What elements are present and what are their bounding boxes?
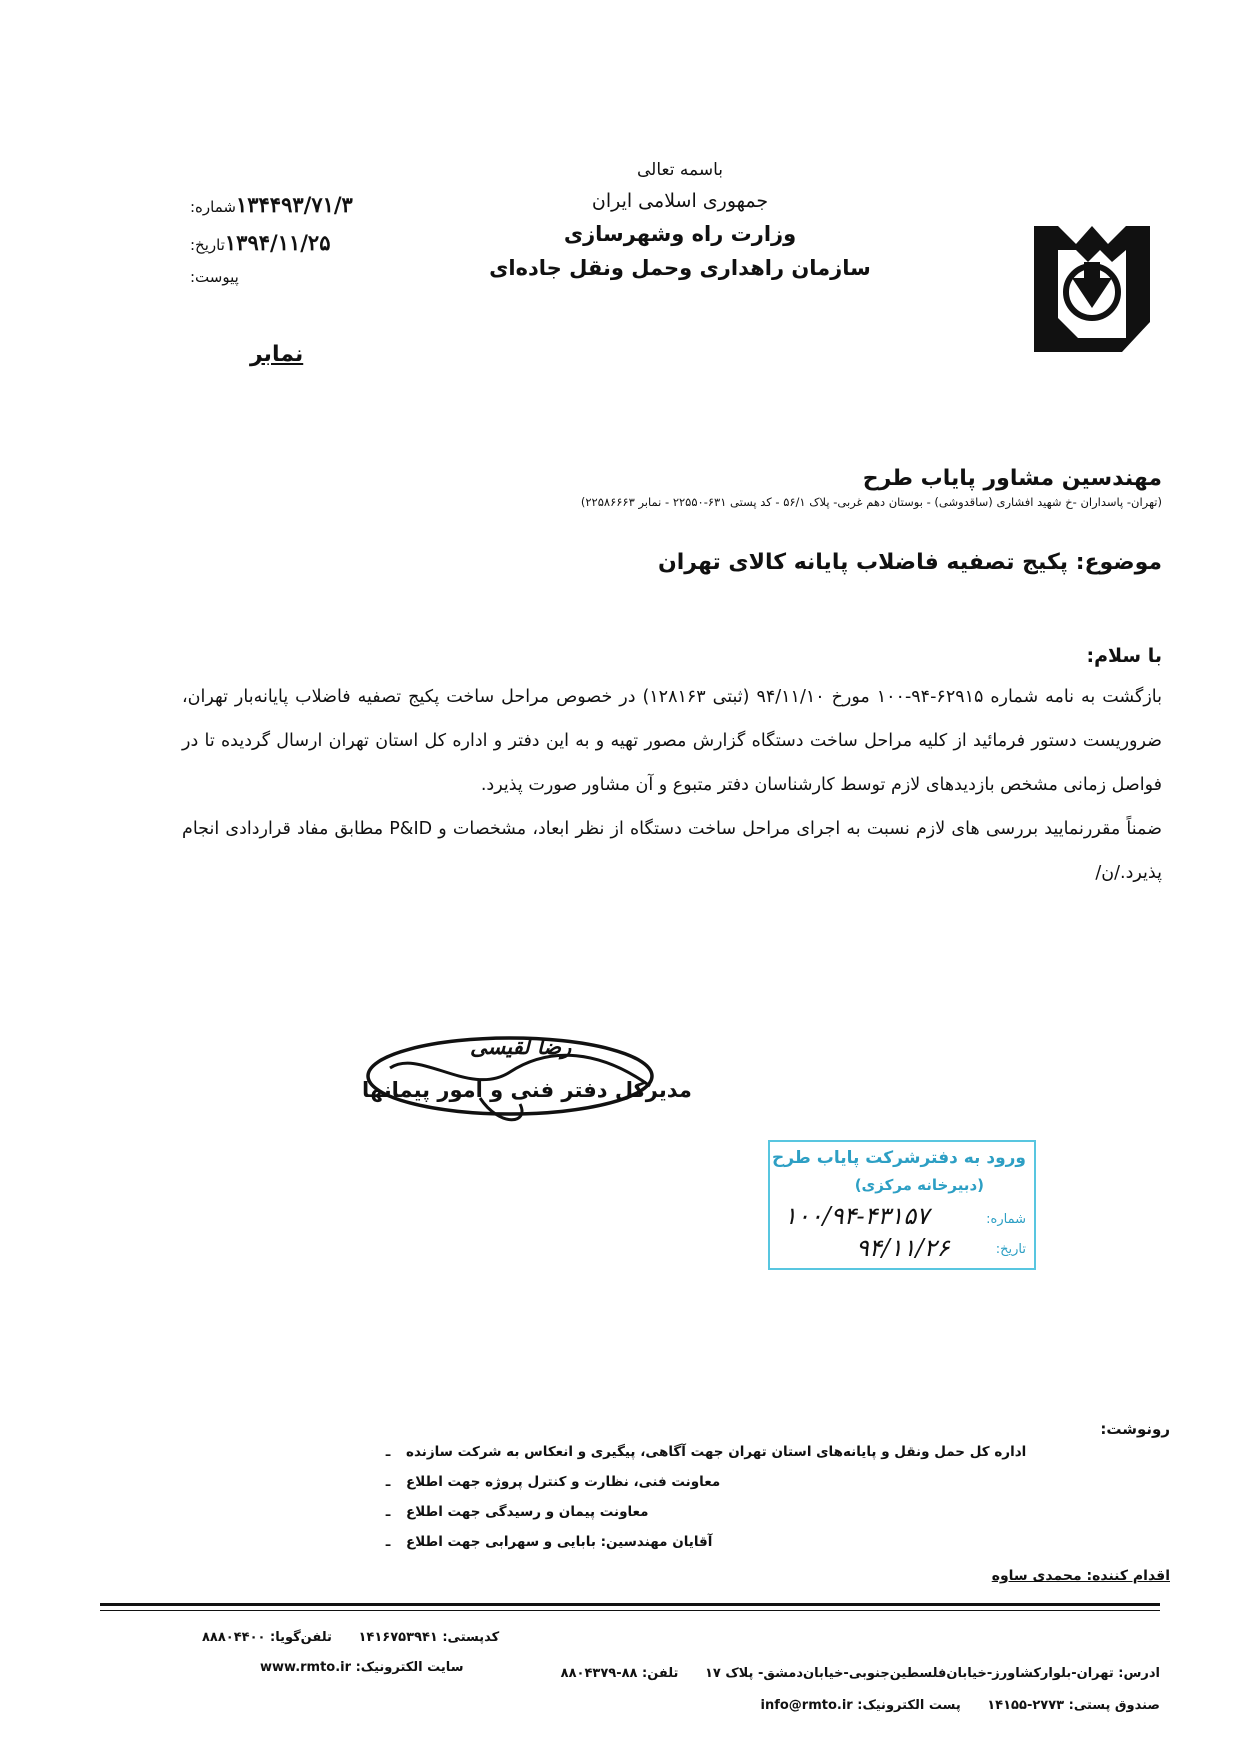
letter-date-value: ۱۳۹۴/۱۱/۲۵ — [224, 230, 331, 255]
body-paragraph-2: ضمناً مقررنمایید بررسی های لازم نسبت به اجرای مراحل ساخت دستگاه از نظر ابعاد، مشخصات و P&ID مطابق مفاد قراردادی انجام پذیرد./ن/ — [182, 819, 1162, 883]
stamp-date-value: ۹۴/۱۱/۲۶ — [856, 1234, 950, 1262]
signatory-title: مدیرکل دفتر فنی و امور پیمانها — [362, 1078, 692, 1102]
footer-email[interactable]: پست الکترونیک: info@rmto.ir — [760, 1698, 961, 1713]
footer-postal-line — [739, 1698, 1161, 1713]
letter-number-row — [190, 192, 430, 230]
received-stamp — [768, 1140, 1036, 1270]
footer-divider — [100, 1603, 1160, 1606]
letterhead — [470, 160, 890, 280]
recipient-name: مهندسین مشاور پایاب طرح — [862, 466, 1162, 491]
list-item — [370, 1504, 1170, 1534]
cc-item-bullet: ـ — [385, 1534, 391, 1550]
letter-number-label: شماره: — [190, 198, 236, 216]
attachment-row — [190, 268, 430, 306]
cc-title: رونوشت: — [1100, 1420, 1170, 1438]
body-paragraph-1: بازگشت به نامه شماره ۶۲۹۱۵-۹۴-۱۰۰ مورخ ۹۴/۱۱/۱۰ (ثبتی ۱۲۸۱۶۳) در خصوص مراحل ساخت پکیج تصفیه فاضلاب پایانه‌بار تهران، ضروریست دستور فرمائید از کلیه مراحل ساخت دستگاه گزارش مصور تهیه و به این دفتر و اداره کل استان تهران ارسال گردیده تا در فواصل زمانی مشخص بازدیدهای لازم توسط کارشناسان دفتر متبوع و آن مشاور صورت پذیرد. — [182, 687, 1162, 795]
footer-website[interactable]: سایت الکترونیک: www.rmto.ir — [260, 1660, 464, 1675]
letter-number-value: ۱۳۴۴۹۳/۷۱/۳ — [235, 192, 353, 217]
footer-voice-phone: تلفن‌گویا: ۸۸۸۰۴۴۰۰ — [202, 1630, 332, 1645]
footer-phone: تلفن: ۸۸-۸۸۰۴۳۷۹ — [560, 1666, 679, 1681]
attachment-label: پیوست: — [190, 268, 239, 286]
organization-name: سازمان راهداری وحمل ونقل جاده‌ای — [489, 256, 871, 280]
cc-list — [370, 1420, 1170, 1584]
list-item — [370, 1444, 1170, 1474]
footer-postal-code: کدپستی: ۱۴۱۶۷۵۳۹۴۱ — [358, 1630, 500, 1645]
footer-po-box: صندوق پستی: ۲۷۷۳-۱۴۱۵۵ — [987, 1698, 1160, 1713]
cc-item-text: اداره کل حمل ونقل و پایانه‌های استان تهران جهت آگاهی، پیگیری و انعکاس به شرکت سازنده — [406, 1444, 1027, 1460]
list-item — [370, 1534, 1170, 1564]
action-officer: اقدام کننده: محمدی ساوه — [991, 1568, 1170, 1584]
organization-logo-icon — [1028, 222, 1156, 356]
country-name: جمهوری اسلامی ایران — [591, 190, 769, 212]
letter-date-label: تاریخ: — [190, 236, 225, 254]
stamp-subtitle: (دبیرخانه مرکزی) — [854, 1176, 984, 1194]
cc-item-bullet: ـ — [385, 1474, 391, 1490]
signatory-name: رضا لقیسی — [470, 1035, 572, 1059]
stamp-number-value: ۱۰۰/۹۴-۴۳۱۵۷ — [784, 1202, 930, 1230]
letter-body — [182, 675, 1162, 895]
ministry-name: وزارت راه وشهرسازی — [563, 222, 797, 246]
letter-subject: موضوع: پکیج تصفیه فاضلاب پایانه کالای تهران — [657, 550, 1162, 575]
greeting: با سلام: — [1086, 645, 1162, 667]
stamp-number-label: شماره: — [986, 1212, 1026, 1227]
invocation: باسمه تعالی — [637, 160, 723, 180]
list-item — [370, 1474, 1170, 1504]
footer-address-line — [539, 1666, 1160, 1681]
recipient-address: (تهران- پاسداران -خ شهید افشاری (ساقدوشی) - بوستان دهم غربی- پلاک ۵۶/۱ - کد پستی ۶۳۱-۲۲۵۵۰ - نمابر ۲۲۵۸۶۶۶۳) — [580, 495, 1162, 509]
cc-item-bullet: ـ — [385, 1504, 391, 1520]
footer-contact-line — [180, 1630, 499, 1645]
cc-item-text: معاونت پیمان و رسیدگی جهت اطلاع — [406, 1504, 649, 1520]
stamp-title: ورود به دفترشرکت پایاب طرح — [771, 1148, 1026, 1168]
cc-item-bullet: ـ — [385, 1444, 391, 1460]
cc-item-text: معاونت فنی، نظارت و کنترل پروژه جهت اطلاع — [406, 1474, 721, 1490]
fax-label: نمابر — [250, 342, 304, 367]
footer — [100, 1630, 1160, 1730]
recipient-block — [162, 466, 1162, 509]
cc-item-text: آقایان مهندسین: بابایی و سهرابی جهت اطلاع — [406, 1534, 713, 1550]
footer-divider-thin — [100, 1610, 1160, 1611]
stamp-date-label: تاریخ: — [995, 1242, 1026, 1257]
footer-address: ادرس: تهران-بلوارکشاورز-خیابان‌فلسطین‌جنوبی-خیابان‌دمشق- پلاک ۱۷ — [704, 1666, 1160, 1681]
letter-date-row — [190, 230, 430, 268]
letter-meta — [190, 192, 430, 306]
